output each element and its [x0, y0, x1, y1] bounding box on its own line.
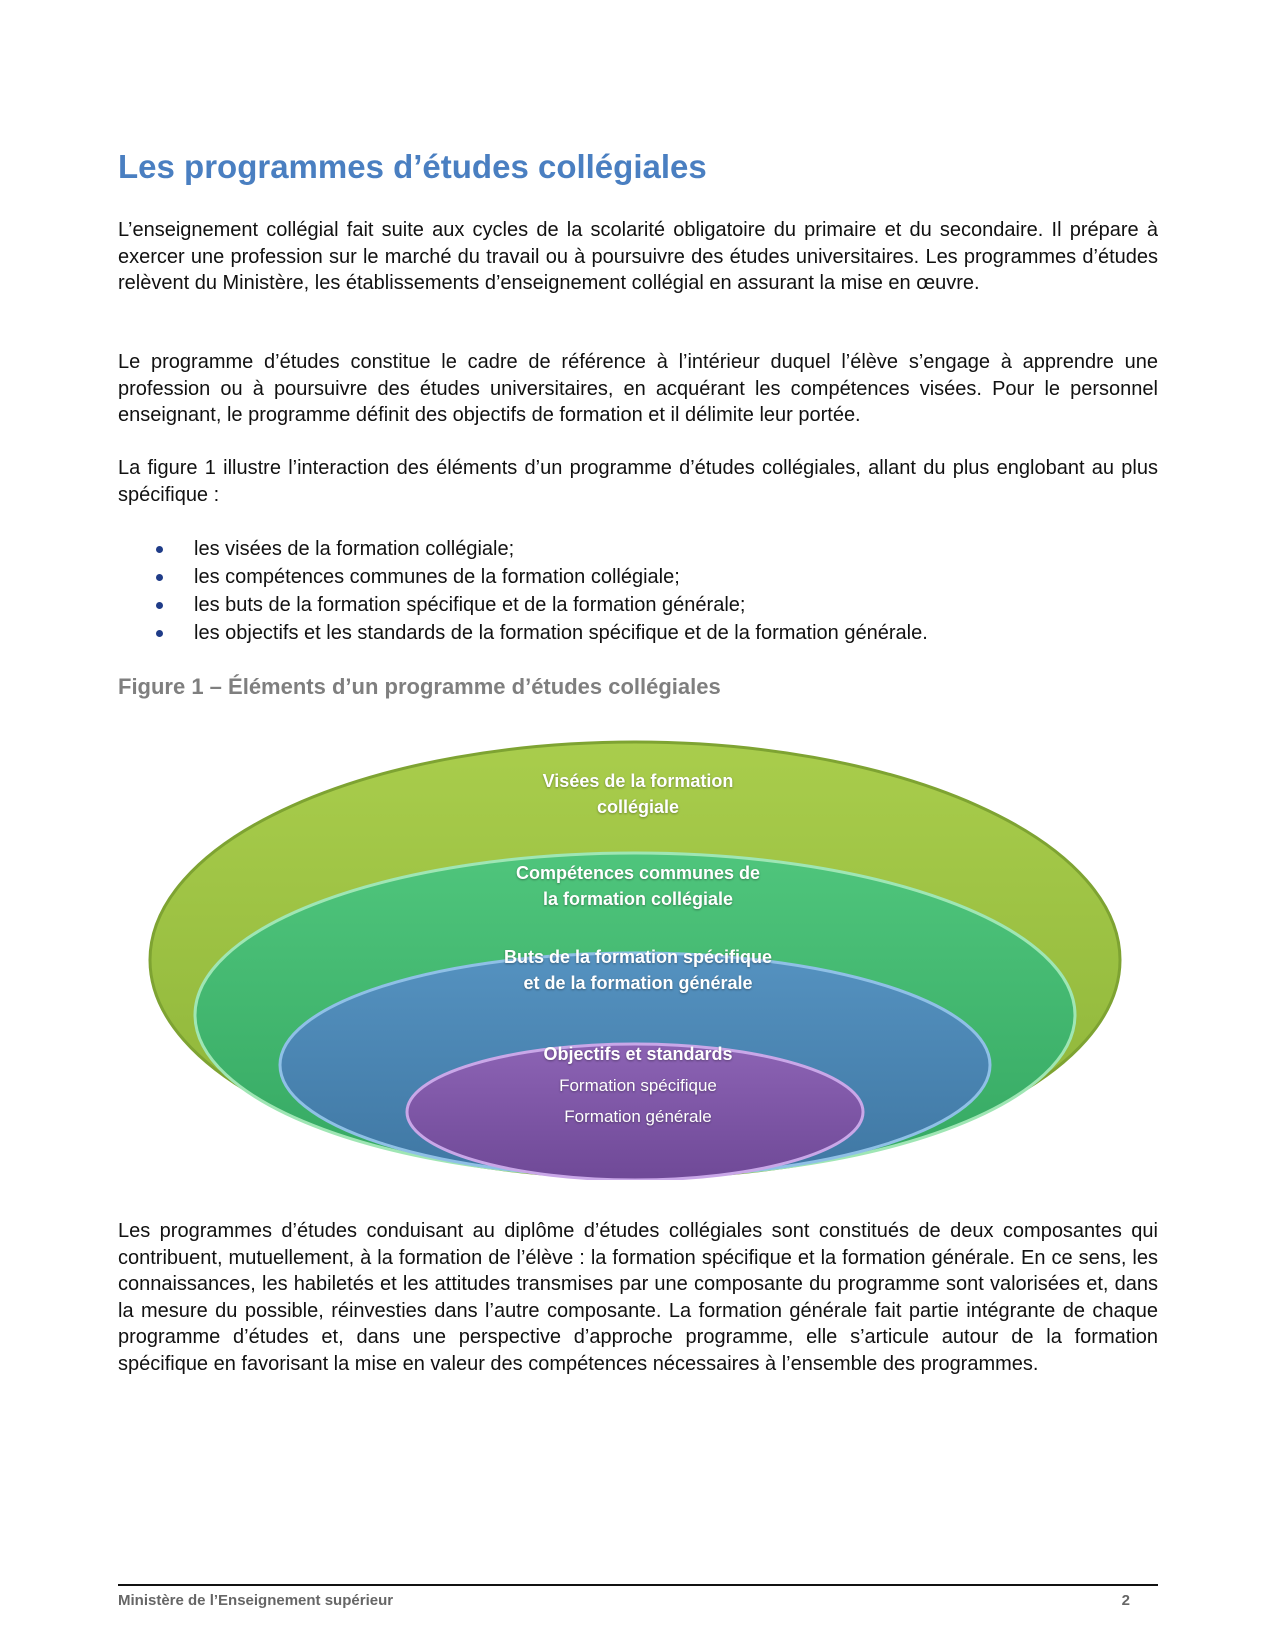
footer-ministry: Ministère de l’Enseignement supérieur — [118, 1592, 394, 1609]
label-line: Formation générale — [564, 1107, 712, 1126]
layer-objectifs-label — [148, 1039, 1128, 1132]
list-item: les visées de la formation collégiale; — [194, 535, 928, 563]
paragraph-intro: L’enseignement collégial fait suite aux cycles de la scolarité obligatoire du primaire et du secondaire. Il prépare à exercer une profession sur le marché du travail ou à poursuivre des études universitaires. Les programmes d’études relèvent du Ministère, les établissements d’enseignement collégial en assurant la mise en œuvre. — [118, 219, 1158, 294]
label-line: Buts de la formation spécifique — [503, 947, 773, 967]
layer-competences-label — [148, 860, 1128, 912]
layer-visees-label — [148, 768, 1128, 820]
list-item: les buts de la formation spécifique et de la formation générale; — [194, 591, 928, 619]
label-line: Visées de la formation — [542, 771, 734, 791]
list-item: les compétences communes de la formation collégiale; — [194, 563, 928, 591]
label-line: Formation spécifique — [559, 1076, 717, 1095]
label-line: Compétences communes de — [515, 863, 761, 883]
paragraph-components: Les programmes d’études conduisant au diplôme d’études collégiales sont constitués de deux composantes qui contribuent, mutuellement, à la formation de l’élève : la formation spécifique et la formation générale. En ce sens, les connaissances, les habiletés et les attitudes transmises par une composante du programme sont valorisées et, dans la mesure du possible, réinvesties dans l’autre composante. La formation générale fait partie intégrante de chaque programme d’études et, dans une perspective d’approche programme, elle s’articule autour de la formation spécifique en favorisant la mise en valeur des compétences nécessaires à l’ensemble des programmes. — [118, 1220, 1158, 1375]
footer-divider — [118, 1584, 1158, 1586]
paragraph-figure-intro: La figure 1 illustre l’interaction des éléments d’un programme d’études collégiales, allant du plus englobant au plus spécifique : — [118, 457, 1158, 506]
label-line: et de la formation générale — [523, 973, 753, 993]
label-line: la formation collégiale — [542, 889, 734, 909]
bullet-list — [118, 535, 928, 647]
layer-buts-label — [148, 944, 1128, 996]
list-item: les objectifs et les standards de la formation spécifique et de la formation générale. — [194, 619, 928, 647]
label-line: Objectifs et standards — [543, 1044, 733, 1064]
page-title: Les programmes d’études collégiales — [118, 148, 707, 185]
paragraph-framework: Le programme d’études constitue le cadre de référence à l’intérieur duquel l’élève s’engage à apprendre une profession ou à poursuivre des études universitaires, en acquérant les compétences visées. Pour le personnel enseignant, le programme définit des objectifs de formation et il délimite leur portée. — [118, 351, 1158, 426]
label-line: collégiale — [596, 797, 680, 817]
nested-ellipse-diagram — [148, 730, 1128, 1180]
page-number: 2 — [1121, 1592, 1130, 1609]
figure-caption: Figure 1 – Éléments d’un programme d’études collégiales — [118, 674, 721, 699]
